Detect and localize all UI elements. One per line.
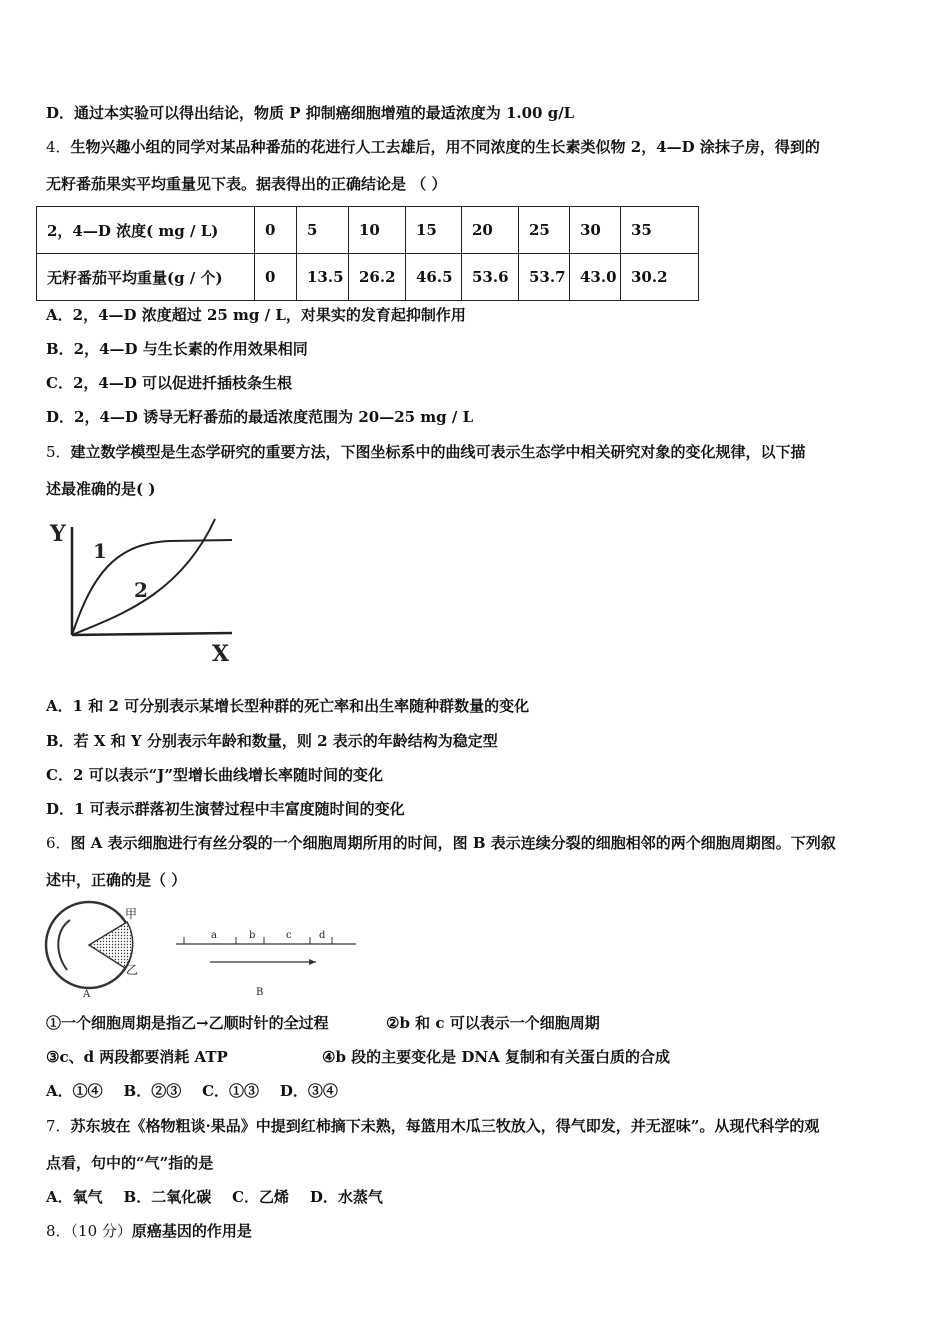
q6-figure-a [42, 898, 147, 1000]
table-row-label: 2，4—D 浓度( mg / L) [37, 207, 255, 254]
table-cell: 30 [570, 207, 621, 254]
q5-number: 5． [46, 443, 71, 461]
table-cell: 53.6 [462, 254, 519, 301]
q8-points: （10 分） [70, 1222, 132, 1240]
q4-option-a: A．2，4—D 浓度超过 25 mg / L，对果实的发育起抑制作用 [46, 306, 466, 324]
label-yi: 乙 [126, 963, 139, 977]
q4-option-d: D．2，4—D 诱导无籽番茄的最适浓度范围为 20—25 mg / L [46, 408, 474, 426]
q6-statement-3: ③c、d 两段都要消耗 ATP [46, 1048, 228, 1066]
q6-statement-2: ②b 和 c 可以表示一个细胞周期 [386, 1014, 600, 1032]
q7-options: A．氧气 B．二氧化碳 C．乙烯 D．水蒸气 [46, 1188, 383, 1206]
q6-stem-line2: 述中，正确的是（ ） [46, 871, 187, 889]
q5-curve-graph [40, 515, 250, 670]
segment-d-label: d [319, 930, 326, 941]
table-cell: 26.2 [349, 254, 406, 301]
q6-options: A．①④ B．②③ C．①③ D．③④ [46, 1082, 338, 1100]
table-row [37, 207, 699, 254]
q6-stem-line1: 6．图 A 表示细胞进行有丝分裂的一个细胞周期所用的时间，图 B 表示连续分裂的细胞相邻的两个细胞周期图。下列叙 [46, 834, 836, 852]
q4-stem-line2: 无籽番茄果实平均重量见下表。据表得出的正确结论是 （ ） [46, 175, 447, 193]
table-cell: 25 [519, 207, 570, 254]
table-cell: 0 [255, 207, 297, 254]
q8-number: 8． [46, 1222, 71, 1240]
q6-number: 6． [46, 834, 71, 852]
figure-b-caption: B [256, 987, 264, 998]
segment-b-label: b [249, 930, 256, 941]
q4-number: 4． [46, 138, 71, 156]
q3-option-d: D．通过本实验可以得出结论，物质 P 抑制癌细胞增殖的最适浓度为 1.00 g/L [46, 104, 575, 122]
label-jia: 甲 [125, 907, 138, 921]
table-cell: 0 [255, 254, 297, 301]
q6-figure-b [170, 920, 360, 1000]
q5-option-c: C．2 可以表示“J”型增长曲线增长率随时间的变化 [46, 766, 383, 784]
table-cell: 15 [406, 207, 462, 254]
curve-1-label: 1 [93, 539, 107, 563]
q5-option-a: A．1 和 2 可分别表示某增长型种群的死亡率和出生率随种群数量的变化 [46, 697, 530, 715]
q4-data-table [36, 206, 699, 301]
q4-option-c: C．2，4—D 可以促进扦插枝条生根 [46, 374, 293, 392]
q7-number: 7． [46, 1117, 71, 1135]
x-axis-label: X [212, 641, 230, 667]
table-cell: 46.5 [406, 254, 462, 301]
table-cell: 20 [462, 207, 519, 254]
table-cell: 10 [349, 207, 406, 254]
q5-option-d: D．1 可表示群落初生演替过程中丰富度随时间的变化 [46, 800, 405, 818]
table-row-label: 无籽番茄平均重量(g / 个) [37, 254, 255, 301]
table-cell: 13.5 [297, 254, 349, 301]
table-cell: 53.7 [519, 254, 570, 301]
q4-option-b: B．2，4—D 与生长素的作用效果相同 [46, 340, 308, 358]
x-axis [72, 633, 232, 635]
table-cell: 5 [297, 207, 349, 254]
figure-a-caption: A [83, 989, 91, 1000]
q7-stem-line1: 7．苏东坡在《格物粗谈·果品》中提到红柿摘下未熟，每篮用木瓜三牧放入，得气即发，并无涩味”。从现代科学的观 [46, 1117, 820, 1135]
q6-statement-4: ④b 段的主要变化是 DNA 复制和有关蛋白质的合成 [322, 1048, 670, 1066]
curve-2-label: 2 [134, 578, 148, 602]
segment-c-label: c [286, 930, 292, 941]
q5-option-b: B．若 X 和 Y 分别表示年龄和数量，则 2 表示的年龄结构为稳定型 [46, 732, 498, 750]
q8-stem: 8．（10 分）原癌基因的作用是 [46, 1222, 252, 1240]
y-axis-label: Y [50, 521, 66, 547]
table-row [37, 254, 699, 301]
arrow-head-icon [309, 959, 316, 965]
table-cell: 35 [621, 207, 699, 254]
segment-a-label: a [211, 930, 217, 941]
q4-stem-line1: 4．生物兴趣小组的同学对某品种番茄的花进行人工去雄后，用不同浓度的生长素类似物 2，4—D 涂抹子房，得到的 [46, 138, 820, 156]
curve-2 [72, 519, 215, 635]
table-cell: 43.0 [570, 254, 621, 301]
table-cell: 30.2 [621, 254, 699, 301]
q7-stem-line2: 点看，句中的“气”指的是 [46, 1154, 214, 1172]
q5-stem-line2: 述最准确的是( ) [46, 480, 156, 498]
q6-statement-1: ①一个细胞周期是指乙→乙顺时针的全过程 [46, 1014, 329, 1032]
q5-stem-line1: 5．建立数学模型是生态学研究的重要方法，下图坐标系中的曲线可表示生态学中相关研究对象的变化规律，以下描 [46, 443, 806, 461]
